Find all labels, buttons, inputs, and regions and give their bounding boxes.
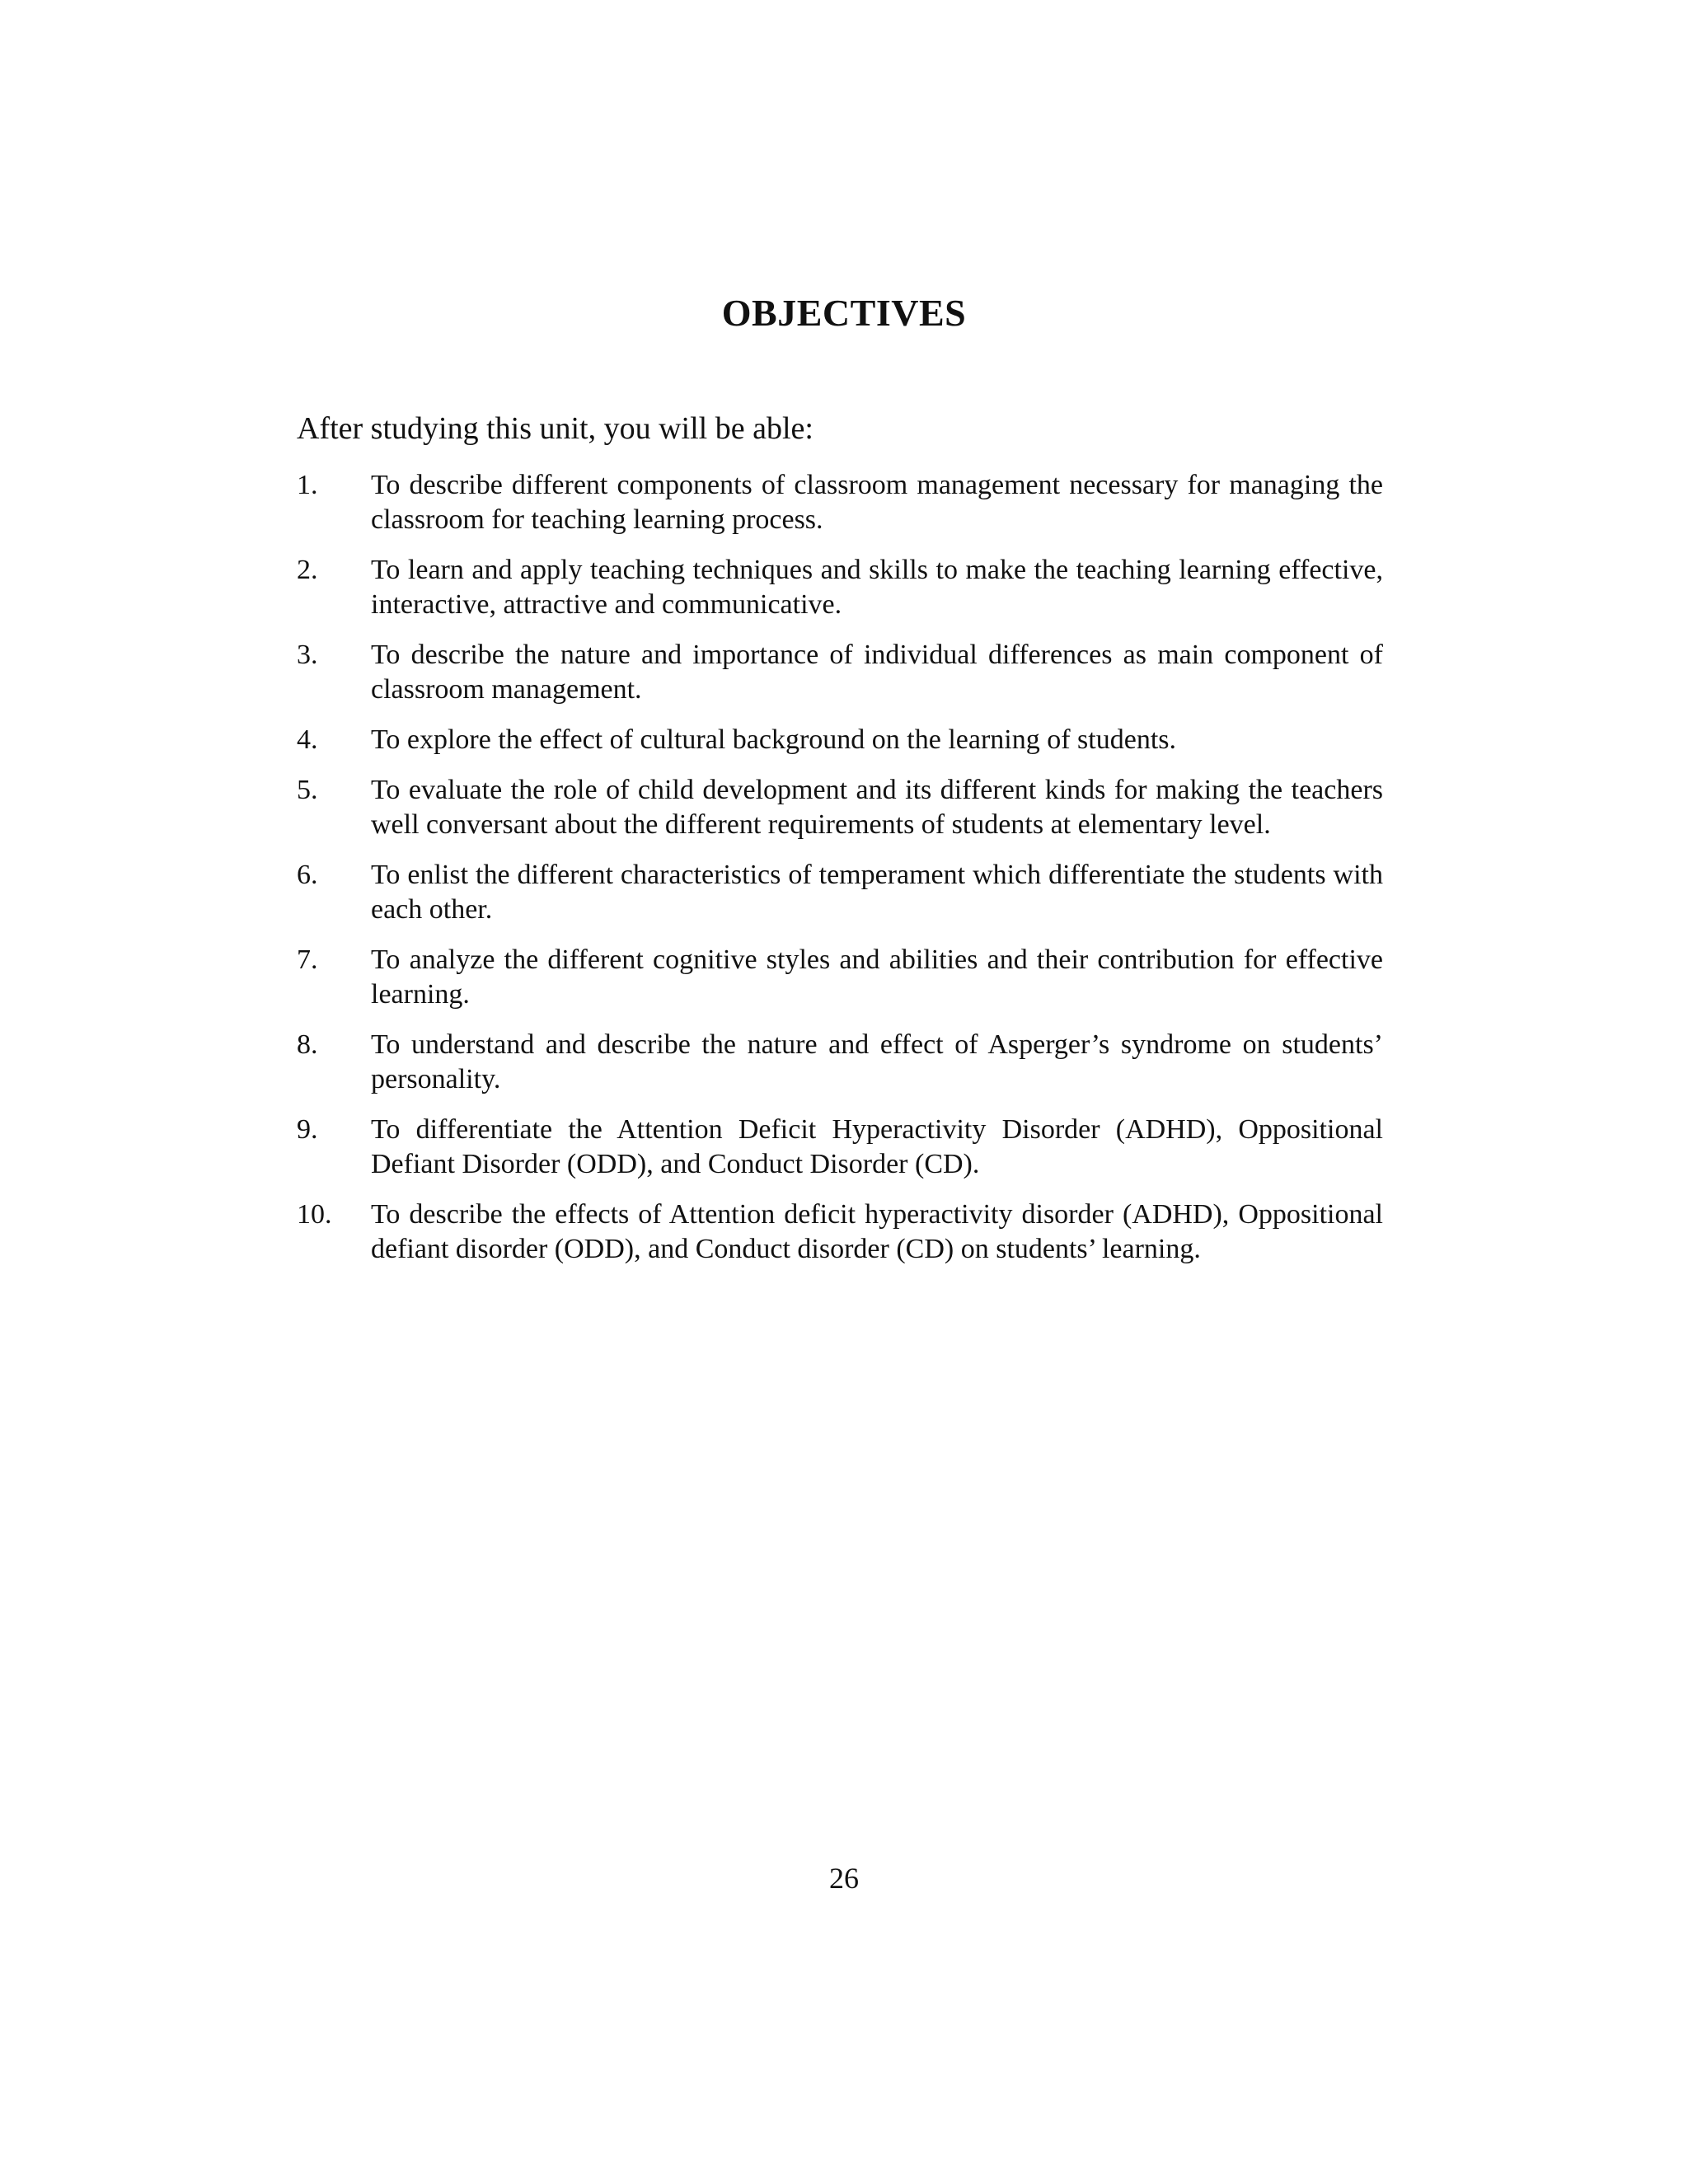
objective-number: 7. — [297, 944, 318, 975]
objectives-list — [297, 468, 1383, 1282]
objective-number: 3. — [297, 640, 318, 670]
objective-number: 2. — [297, 555, 318, 585]
objective-text: To describe different components of classroom management necessary for managing the classroom for teaching learning process. — [371, 470, 1383, 535]
objective-text: To analyze the different cognitive styles and abilities and their contribution for effective learning. — [371, 944, 1383, 1010]
objective-item — [297, 858, 1383, 927]
objective-text: To understand and describe the nature and effect of Asperger’s syndrome on students’ personality. — [371, 1029, 1383, 1094]
objective-item — [297, 1113, 1383, 1182]
objective-text: To describe the effects of Attention deficit hyperactivity disorder (ADHD), Oppositional defiant disorder (ODD), and Conduct disorder (CD) on students’ learning. — [371, 1199, 1383, 1264]
objective-item — [297, 943, 1383, 1012]
objective-number: 10. — [297, 1199, 332, 1230]
objective-item — [297, 468, 1383, 537]
objective-number: 8. — [297, 1029, 318, 1060]
objective-item — [297, 553, 1383, 622]
page-number: 26 — [829, 1862, 859, 1895]
objective-number: 6. — [297, 860, 318, 890]
objective-text: To evaluate the role of child development and its different kinds for making the teachers well conversant about the different requirements of students at elementary level. — [371, 775, 1383, 840]
intro-text: After studying this unit, you will be able: — [297, 411, 814, 446]
objective-item — [297, 638, 1383, 707]
objective-number: 5. — [297, 775, 318, 805]
objective-item — [297, 1028, 1383, 1097]
objective-text: To enlist the different characteristics of temperament which differentiate the students with each other. — [371, 860, 1383, 925]
objective-item — [297, 723, 1383, 757]
objective-item — [297, 1197, 1383, 1267]
objective-text: To explore the effect of cultural background on the learning of students. — [371, 724, 1177, 755]
objective-text: To describe the nature and importance of individual differences as main component of classroom management. — [371, 640, 1383, 705]
objective-text: To learn and apply teaching techniques and skills to make the teaching learning effective, interactive, attractive and communicative. — [371, 555, 1383, 620]
page-title: OBJECTIVES — [721, 292, 967, 334]
objective-item — [297, 773, 1383, 842]
objective-number: 4. — [297, 724, 318, 755]
objective-text: To differentiate the Attention Deficit Hyperactivity Disorder (ADHD), Oppositional Defiant Disorder (ODD), and Conduct Disorder (CD). — [371, 1114, 1383, 1179]
objective-number: 1. — [297, 470, 318, 500]
objective-number: 9. — [297, 1114, 318, 1145]
